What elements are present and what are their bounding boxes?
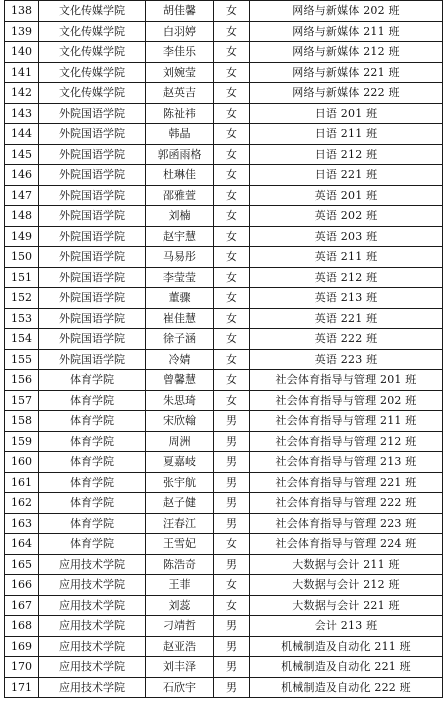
student-roster-table [4,0,443,698]
table-row [5,554,443,575]
college-cell: 外院国语学院 [39,185,146,206]
class-cell: 社会体育指导与管理 222 班 [250,493,443,514]
class-cell: 大数据与会计 212 班 [250,575,443,596]
table-row [5,616,443,637]
gender-cell: 女 [214,144,250,165]
row-number: 144 [5,124,39,145]
gender-cell: 女 [214,267,250,288]
roster-body [5,1,443,698]
class-cell: 英语 201 班 [250,185,443,206]
table-row [5,677,443,698]
class-cell: 社会体育指导与管理 202 班 [250,390,443,411]
row-number: 153 [5,308,39,329]
table-row [5,513,443,534]
table-row [5,575,443,596]
row-number: 138 [5,1,39,22]
row-number: 171 [5,677,39,698]
student-name-cell: 杜琳佳 [146,165,214,186]
college-cell: 外院国语学院 [39,226,146,247]
student-name-cell: 赵亚浩 [146,636,214,657]
table-row [5,144,443,165]
gender-cell: 女 [214,247,250,268]
college-cell: 文化传媒学院 [39,21,146,42]
table-row [5,349,443,370]
row-number: 139 [5,21,39,42]
table-row [5,226,443,247]
student-name-cell: 曾馨慧 [146,370,214,391]
student-name-cell: 赵子健 [146,493,214,514]
student-name-cell: 王菲 [146,575,214,596]
table-row [5,247,443,268]
college-cell: 体育学院 [39,431,146,452]
college-cell: 外院国语学院 [39,103,146,124]
gender-cell: 男 [214,636,250,657]
student-name-cell: 王雪妃 [146,534,214,555]
college-cell: 应用技术学院 [39,595,146,616]
row-number: 147 [5,185,39,206]
gender-cell: 女 [214,308,250,329]
row-number: 161 [5,472,39,493]
row-number: 151 [5,267,39,288]
row-number: 145 [5,144,39,165]
gender-cell: 男 [214,657,250,678]
table-row [5,657,443,678]
student-name-cell: 宋欣翰 [146,411,214,432]
gender-cell: 女 [214,185,250,206]
row-number: 166 [5,575,39,596]
gender-cell: 女 [214,1,250,22]
row-number: 160 [5,452,39,473]
table-row [5,1,443,22]
college-cell: 外院国语学院 [39,288,146,309]
gender-cell: 男 [214,411,250,432]
gender-cell: 女 [214,575,250,596]
class-cell: 社会体育指导与管理 223 班 [250,513,443,534]
student-name-cell: 陈祉祎 [146,103,214,124]
row-number: 157 [5,390,39,411]
class-cell: 社会体育指导与管理 213 班 [250,452,443,473]
gender-cell: 女 [214,226,250,247]
row-number: 150 [5,247,39,268]
college-cell: 应用技术学院 [39,636,146,657]
student-name-cell: 董骤 [146,288,214,309]
student-name-cell: 朱思琦 [146,390,214,411]
college-cell: 应用技术学院 [39,575,146,596]
row-number: 155 [5,349,39,370]
college-cell: 体育学院 [39,452,146,473]
student-name-cell: 崔佳慧 [146,308,214,329]
student-name-cell: 刘丰泽 [146,657,214,678]
class-cell: 社会体育指导与管理 211 班 [250,411,443,432]
row-number: 164 [5,534,39,555]
student-name-cell: 夏嘉岐 [146,452,214,473]
student-name-cell: 马易彤 [146,247,214,268]
college-cell: 体育学院 [39,411,146,432]
college-cell: 应用技术学院 [39,554,146,575]
row-number: 143 [5,103,39,124]
class-cell: 英语 212 班 [250,267,443,288]
college-cell: 外院国语学院 [39,349,146,370]
class-cell: 大数据与会计 221 班 [250,595,443,616]
class-cell: 网络与新媒体 212 班 [250,42,443,63]
college-cell: 文化传媒学院 [39,62,146,83]
college-cell: 文化传媒学院 [39,83,146,104]
student-name-cell: 胡佳馨 [146,1,214,22]
gender-cell: 女 [214,288,250,309]
table-row [5,390,443,411]
class-cell: 网络与新媒体 211 班 [250,21,443,42]
table-row [5,370,443,391]
table-row [5,308,443,329]
college-cell: 外院国语学院 [39,329,146,350]
gender-cell: 男 [214,493,250,514]
student-name-cell: 赵英吉 [146,83,214,104]
class-cell: 日语 211 班 [250,124,443,145]
student-name-cell: 石欣宇 [146,677,214,698]
gender-cell: 男 [214,513,250,534]
student-name-cell: 白羽婷 [146,21,214,42]
student-name-cell: 赵宇慧 [146,226,214,247]
row-number: 142 [5,83,39,104]
table-row [5,431,443,452]
class-cell: 机械制造及自动化 211 班 [250,636,443,657]
class-cell: 机械制造及自动化 222 班 [250,677,443,698]
row-number: 163 [5,513,39,534]
row-number: 146 [5,165,39,186]
student-name-cell: 汪春江 [146,513,214,534]
college-cell: 外院国语学院 [39,124,146,145]
row-number: 165 [5,554,39,575]
gender-cell: 女 [214,206,250,227]
college-cell: 外院国语学院 [39,247,146,268]
student-name-cell: 刘蕊 [146,595,214,616]
gender-cell: 女 [214,534,250,555]
row-number: 141 [5,62,39,83]
student-name-cell: 张宇航 [146,472,214,493]
class-cell: 英语 223 班 [250,349,443,370]
table-row [5,636,443,657]
table-row [5,329,443,350]
table-row [5,42,443,63]
row-number: 162 [5,493,39,514]
class-cell: 社会体育指导与管理 224 班 [250,534,443,555]
class-cell: 网络与新媒体 221 班 [250,62,443,83]
gender-cell: 女 [214,124,250,145]
class-cell: 社会体育指导与管理 201 班 [250,370,443,391]
class-cell: 大数据与会计 211 班 [250,554,443,575]
table-row [5,165,443,186]
college-cell: 应用技术学院 [39,677,146,698]
row-number: 159 [5,431,39,452]
row-number: 168 [5,616,39,637]
table-row [5,83,443,104]
student-name-cell: 刘婉莹 [146,62,214,83]
class-cell: 英语 213 班 [250,288,443,309]
row-number: 169 [5,636,39,657]
table-row [5,534,443,555]
student-name-cell: 陈浩奇 [146,554,214,575]
row-number: 148 [5,206,39,227]
table-row [5,62,443,83]
table-row [5,472,443,493]
class-cell: 英语 203 班 [250,226,443,247]
row-number: 156 [5,370,39,391]
gender-cell: 女 [214,103,250,124]
college-cell: 外院国语学院 [39,165,146,186]
gender-cell: 女 [214,370,250,391]
table-row [5,124,443,145]
gender-cell: 女 [214,390,250,411]
gender-cell: 女 [214,349,250,370]
table-row [5,411,443,432]
student-name-cell: 徐子涵 [146,329,214,350]
table-row [5,288,443,309]
table-row [5,103,443,124]
table-row [5,452,443,473]
gender-cell: 男 [214,431,250,452]
class-cell: 会计 213 班 [250,616,443,637]
college-cell: 体育学院 [39,534,146,555]
table-row [5,267,443,288]
student-name-cell: 周洲 [146,431,214,452]
row-number: 167 [5,595,39,616]
college-cell: 应用技术学院 [39,657,146,678]
class-cell: 日语 212 班 [250,144,443,165]
student-name-cell: 韩晶 [146,124,214,145]
student-name-cell: 刘楠 [146,206,214,227]
class-cell: 网络与新媒体 202 班 [250,1,443,22]
class-cell: 日语 221 班 [250,165,443,186]
college-cell: 体育学院 [39,472,146,493]
class-cell: 社会体育指导与管理 212 班 [250,431,443,452]
row-number: 140 [5,42,39,63]
college-cell: 体育学院 [39,390,146,411]
gender-cell: 男 [214,616,250,637]
gender-cell: 女 [214,21,250,42]
gender-cell: 男 [214,554,250,575]
table-row [5,185,443,206]
college-cell: 应用技术学院 [39,616,146,637]
table-row [5,206,443,227]
row-number: 149 [5,226,39,247]
student-name-cell: 李佳乐 [146,42,214,63]
row-number: 154 [5,329,39,350]
college-cell: 体育学院 [39,493,146,514]
college-cell: 外院国语学院 [39,267,146,288]
class-cell: 英语 202 班 [250,206,443,227]
table-row [5,21,443,42]
row-number: 152 [5,288,39,309]
student-name-cell: 李莹莹 [146,267,214,288]
gender-cell: 女 [214,165,250,186]
college-cell: 文化传媒学院 [39,1,146,22]
college-cell: 外院国语学院 [39,206,146,227]
row-number: 170 [5,657,39,678]
table-row [5,493,443,514]
gender-cell: 女 [214,62,250,83]
table-row [5,595,443,616]
student-name-cell: 冷婧 [146,349,214,370]
class-cell: 网络与新媒体 222 班 [250,83,443,104]
college-cell: 外院国语学院 [39,308,146,329]
gender-cell: 男 [214,472,250,493]
student-name-cell: 刁靖哲 [146,616,214,637]
college-cell: 文化传媒学院 [39,42,146,63]
class-cell: 机械制造及自动化 221 班 [250,657,443,678]
college-cell: 体育学院 [39,513,146,534]
student-name-cell: 邵雅萱 [146,185,214,206]
gender-cell: 女 [214,42,250,63]
class-cell: 日语 201 班 [250,103,443,124]
college-cell: 外院国语学院 [39,144,146,165]
class-cell: 英语 222 班 [250,329,443,350]
gender-cell: 女 [214,83,250,104]
class-cell: 英语 211 班 [250,247,443,268]
gender-cell: 女 [214,595,250,616]
row-number: 158 [5,411,39,432]
student-name-cell: 郭函雨格 [146,144,214,165]
class-cell: 社会体育指导与管理 221 班 [250,472,443,493]
gender-cell: 女 [214,329,250,350]
college-cell: 体育学院 [39,370,146,391]
gender-cell: 男 [214,677,250,698]
class-cell: 英语 221 班 [250,308,443,329]
gender-cell: 男 [214,452,250,473]
